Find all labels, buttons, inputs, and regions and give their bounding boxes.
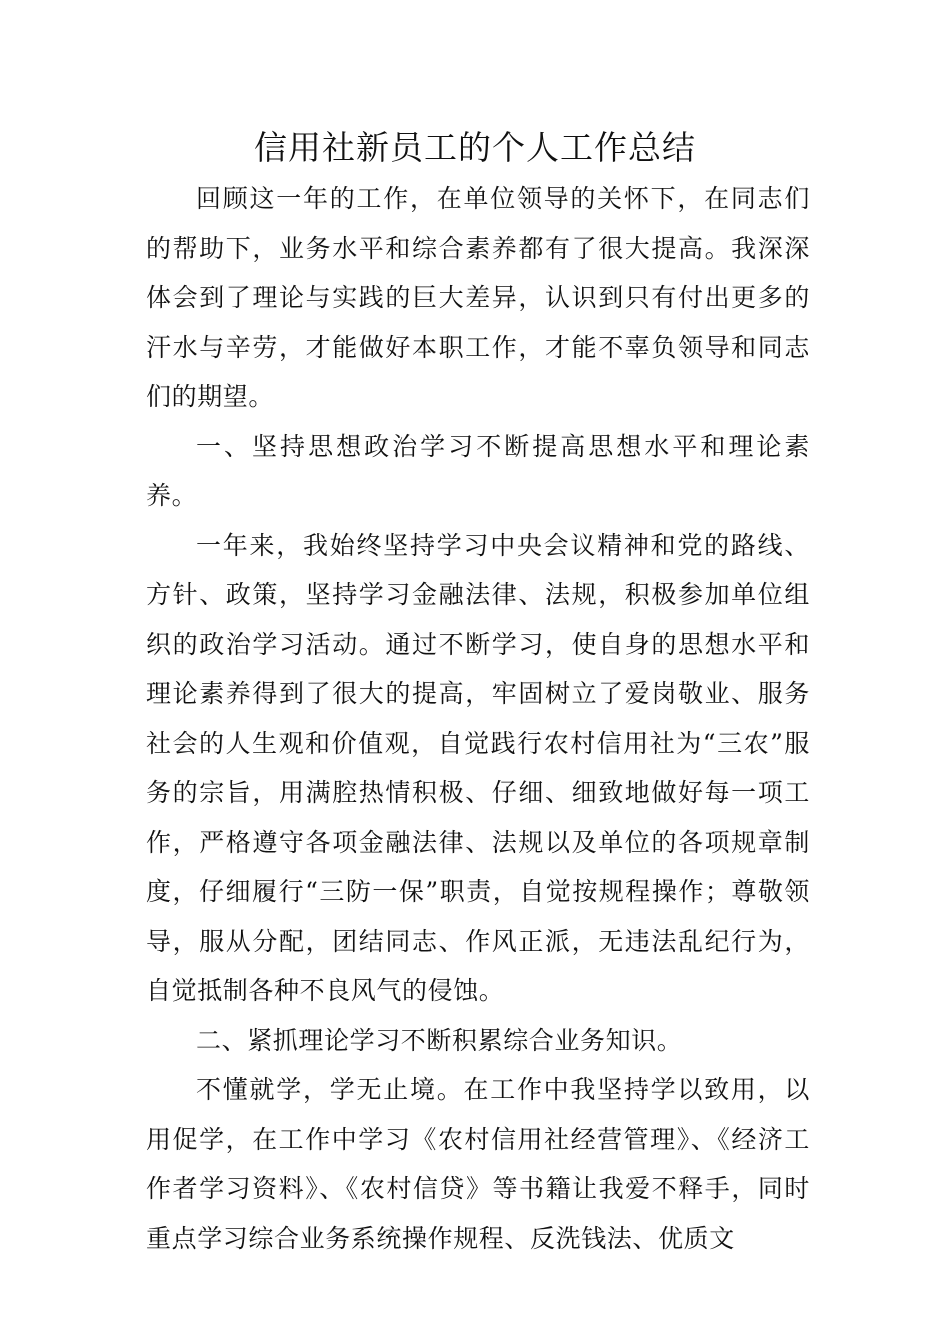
document-title: 信用社新员工的个人工作总结 (254, 128, 696, 167)
section-heading-2: 二、紧抓理论学习不断积累综合业务知识。 (196, 1025, 683, 1055)
document-body (146, 174, 810, 1263)
paragraph-section-1: 一年来，我始终坚持学习中央会议精神和党的路线、方针、政策，坚持学习金融法律、法规，积极参加单位组织的政治学习活动。通过不断学习，使自身的思想水平和理论素养得到了很大的提高，牢固树立了爱岗敬业、服务社会的人生观和价值观，自觉践行农村信用社为“三农”服务的宗旨，用满腔热情积极、仔细、细致地做好每一项工作，严格遵守各项金融法律、法规以及单位的各项规章制度，仔细履行“三防一保”职责，自觉按规程操作；尊敬领导，服从分配，团结同志、作风正派，无违法乱纪行为，自觉抵制各种不良风气的侵蚀。 (146, 530, 810, 1005)
section-heading-1: 一、坚持思想政治学习不断提高思想水平和理论素养。 (146, 431, 810, 510)
paragraph-intro: 回顾这一年的工作，在单位领导的关怀下，在同志们的帮助下，业务水平和综合素养都有了很大提高。我深深体会到了理论与实践的巨大差异，认识到只有付出更多的汗水与辛劳，才能做好本职工作，才能不辜负领导和同志们的期望。 (146, 184, 810, 411)
paragraph-section-2: 不懂就学，学无止境。在工作中我坚持学以致用，以用促学，在工作中学习《农村信用社经营管理》、《经济工作者学习资料》、《农村信贷》等书籍让我爱不释手，同时重点学习综合业务系统操作规程、反洗钱法、优质文 (146, 1075, 810, 1253)
